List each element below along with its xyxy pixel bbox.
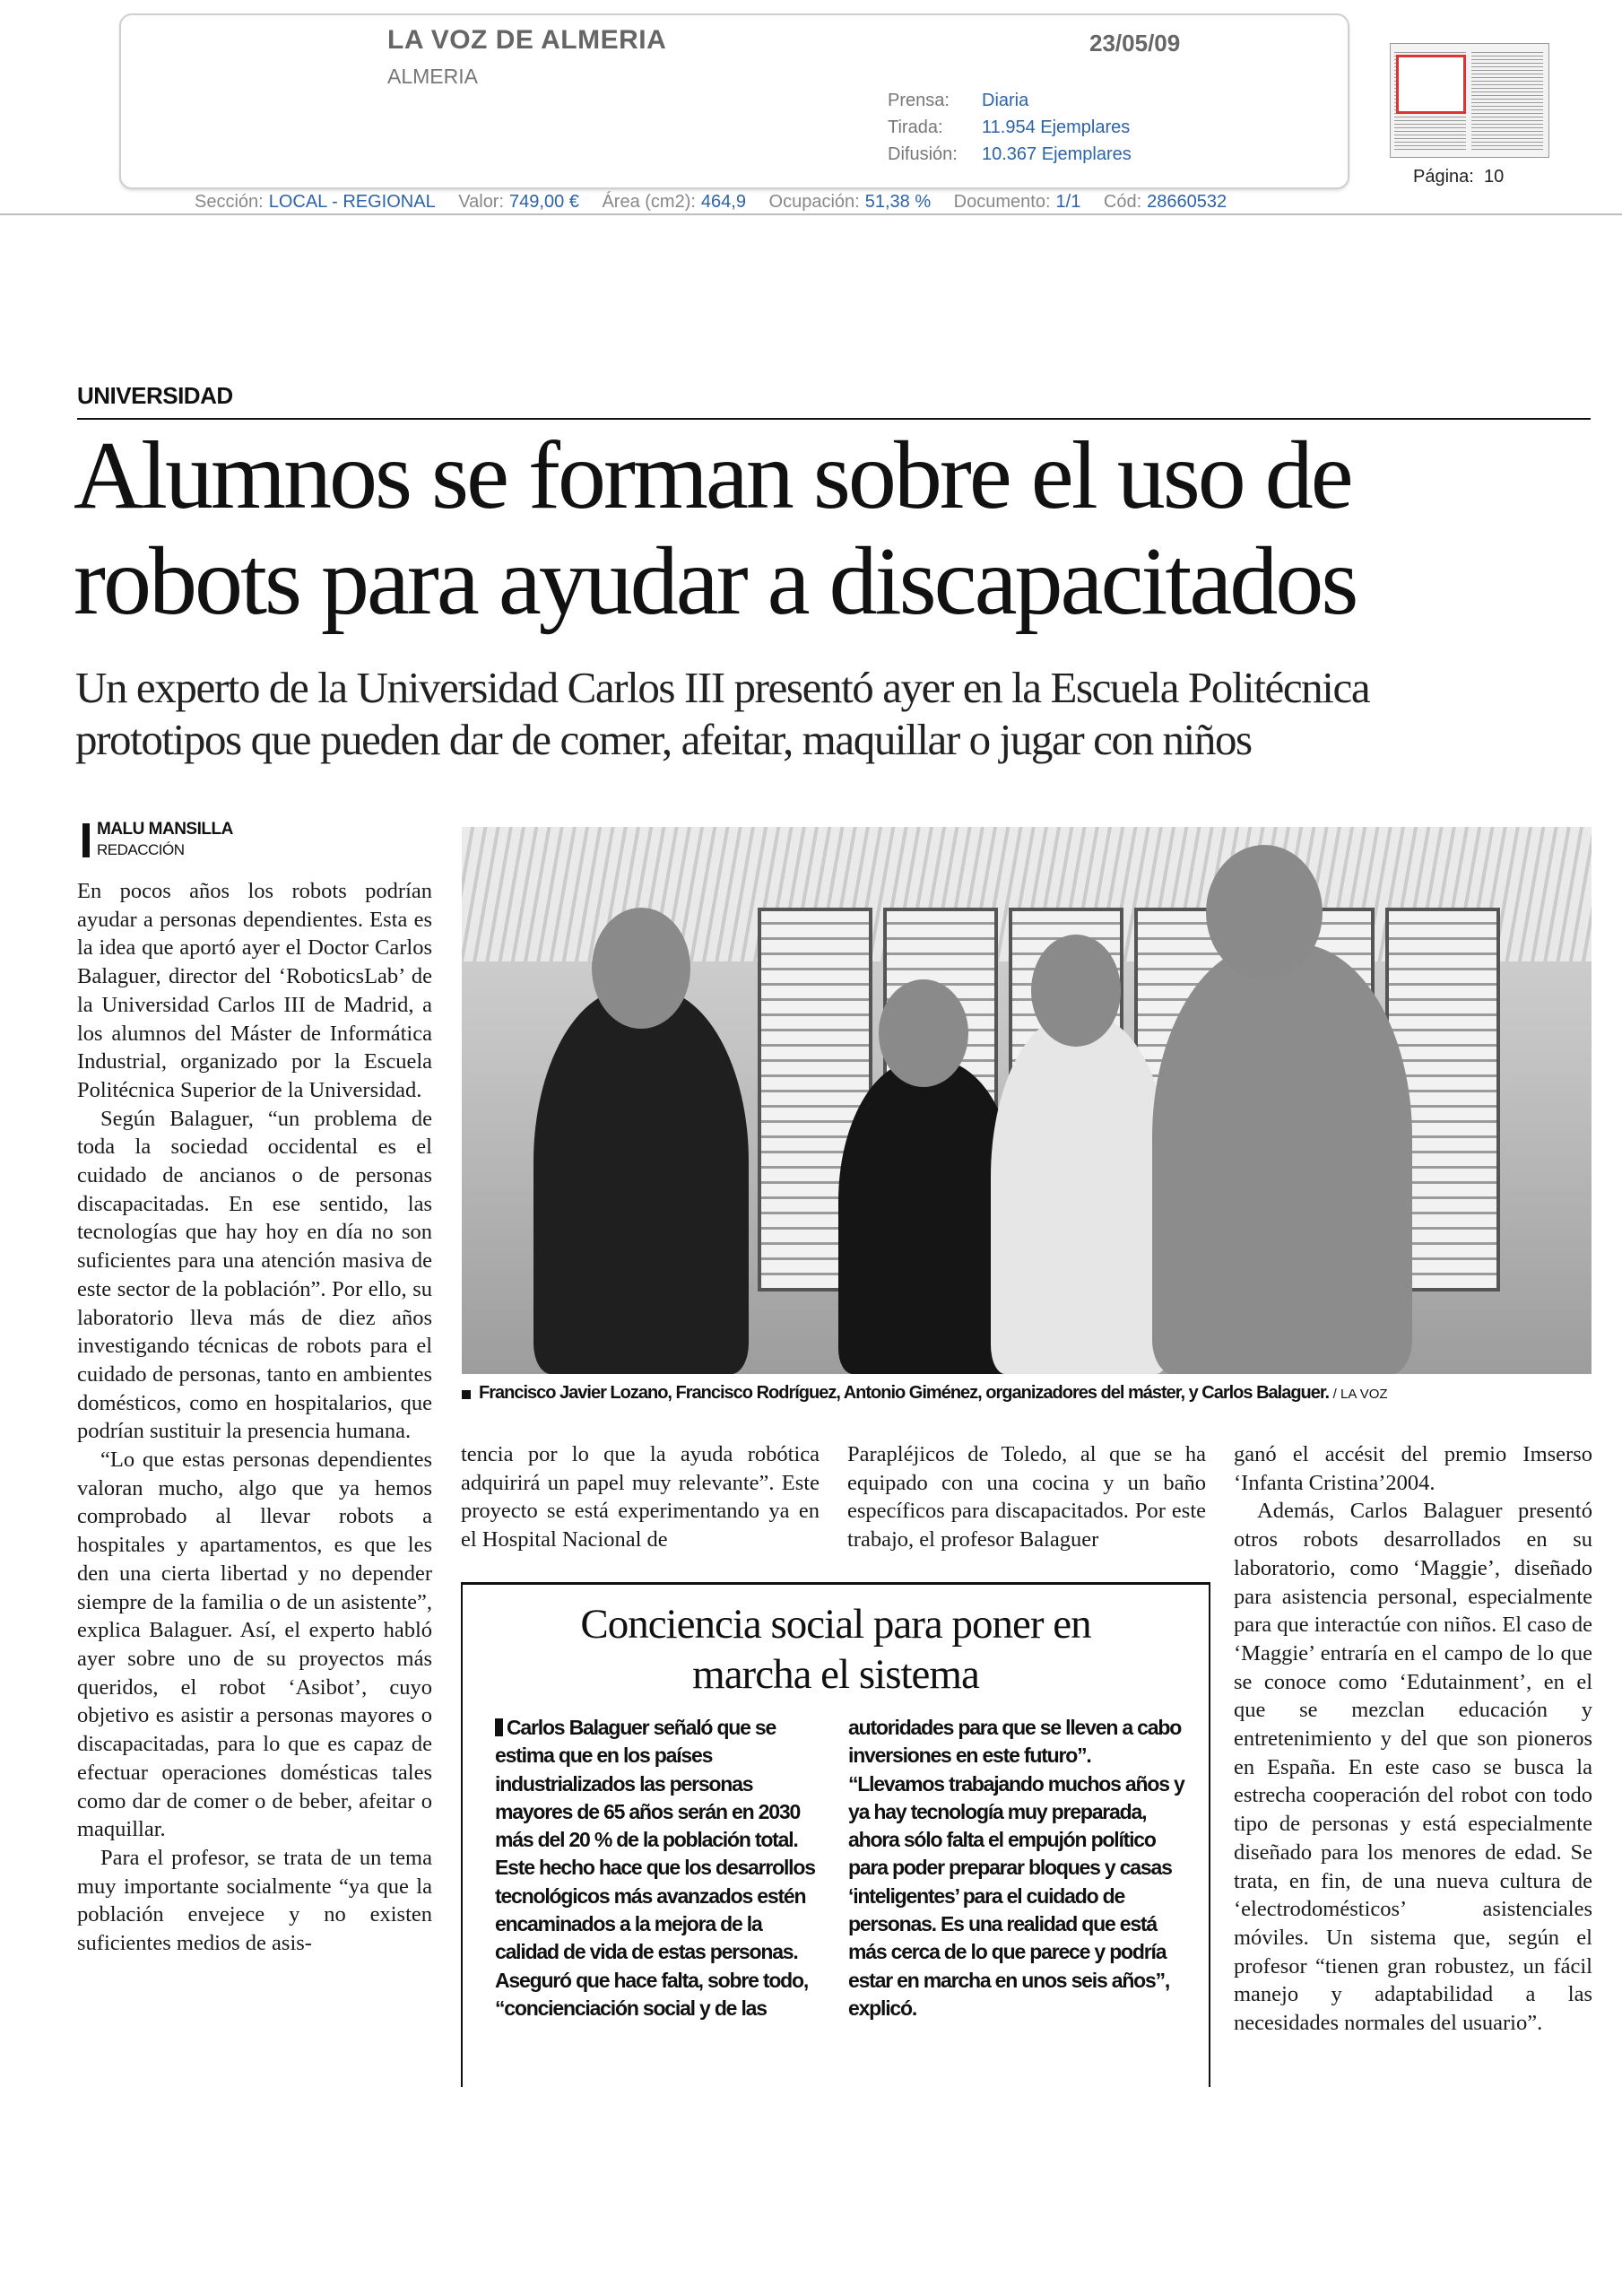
stat-label-difusion: Difusión: (888, 144, 958, 164)
meta-label-cod: Cód: (1103, 192, 1142, 212)
thumbnail-selection-frame (1396, 55, 1466, 114)
paragraph: “Lo que estas personas dependientes valoran mucho, algo que ya hemos comprobado al llevar robots a hospitales y apartamentos, es que les den una cierta libertad y no depender siempre de la familia o de un asistente”, explica Balaguer. Así, el experto habló ayer sobre uno de su proyectos más queridos, el robot ‘Asibot’, cuyo objetivo es asistir a personas mayores o discapacitadas, para lo que es capaz de efectuar operaciones domésticas tales como dar de comer o de beber, afeitar o maquillar. (77, 1448, 432, 1842)
stat-value-prensa: Diaria (982, 91, 1029, 110)
sidebar-column-1 (495, 1714, 827, 2022)
clipping-metadata-row (195, 192, 1245, 213)
sidebar-text-2: autoridades para que se lleven a cabo inversiones en este futuro”. “Llevamos trabajando muchos años y ya hay tecnología muy preparada, ahora sólo falta el empujón político para poder preparar bloques y casas ‘inteligentes’ para el cuidado de personas. Es una realidad que está más cerca de lo que parece y podría estar en marcha en unos seis años”, explicó. (848, 1716, 1184, 2020)
meta-value-area: 464,9 (700, 192, 746, 212)
article-column-4 (1234, 1440, 1592, 2038)
photo-caption-text: Francisco Javier Lozano, Francisco Rodríguez, Antonio Giménez, organizadores del máster, y Carlos Balaguer. (479, 1383, 1330, 1403)
paragraph: Según Balaguer, “un problema de toda la sociedad occidental es el cuidado de ancianos o de personas discapacitadas. En ese sentido, las tecnologías que hay hoy en día no son suficientes para una atención masiva de este sector de la población”. Por ello, su laboratorio lleva más de diez años investigando técnicas de robots para el cuidado de personas, tanto en ambientes domésticos, como en hospitalarios, que podrían sustituir la presencia humana. (77, 1106, 432, 1444)
byline-author: MALU MANSILLA (97, 820, 233, 839)
photo-person-3-head (1031, 935, 1121, 1047)
page-label: Página: (1413, 167, 1474, 187)
paragraph: ganó el accésit del premio Imserso ‘Infanta Cristina’2004. (1234, 1442, 1592, 1495)
newspaper-name: LA VOZ DE ALMERIA (387, 25, 667, 55)
sidebar-title-line-2: marcha el sistema (692, 1651, 979, 1698)
photo-person-4-head (1206, 845, 1323, 979)
stat-value-tirada: 11.954 Ejemplares (982, 117, 1131, 137)
meta-label-seccion: Sección: (195, 192, 264, 212)
meta-value-ocupacion: 51,38 % (864, 192, 932, 212)
photo-credit: / LA VOZ (1332, 1387, 1388, 1402)
meta-value-cod: 28660532 (1147, 192, 1227, 212)
meta-label-documento: Documento: (953, 192, 1051, 212)
publication-date: 23/05/09 (1089, 30, 1181, 57)
stat-label-prensa: Prensa: (888, 91, 950, 110)
page-indicator (1413, 167, 1504, 187)
sidebar-title (463, 1599, 1209, 1700)
photo-person-2-head (879, 979, 968, 1087)
headline-line-1: Alumnos se forman sobre el uso de (74, 422, 1351, 529)
subheadline (75, 662, 1600, 766)
meta-label-ocupacion: Ocupación: (768, 192, 860, 212)
photo-person-1-head (592, 908, 690, 1029)
meta-label-valor: Valor: (458, 192, 505, 212)
newspaper-city: ALMERIA (387, 65, 478, 88)
headline-line-2: robots para ayudar a discapacitados (74, 528, 1357, 635)
paragraph: Parapléjicos de Toledo, al que se ha equipado con una cocina y un baño específicos para discapacitados. Por este trabajo, el profesor Balaguer (847, 1442, 1206, 1552)
sidebar-text-1: Carlos Balaguer señaló que se estima que en los países industrializados las personas mayores de 65 años serán en 2030 más del 20 % de la población total. Este hecho hace que los desarrollos tecnológicos más avanzados estén encaminados a la mejora de la calidad de vida de estas personas. Aseguró que hace falta, sobre todo, “concienciación social y de las (495, 1716, 815, 2020)
headline (74, 423, 1598, 635)
stat-value-difusion: 10.367 Ejemplares (982, 144, 1132, 164)
paragraph: Además, Carlos Balaguer presentó otros robots desarrollados en su laboratorio, como ‘Maggie’, diseñado para asistencia personal, especialmente para que interactúe con niños. El caso de ‘Maggie’ entraría en el campo de lo que se conoce como ‘Edutainment’, en el que se mezclan educación y entretenimiento y del que son pioneros en España. En este caso se busca la estrecha cooperación del robot con todo tipo de personas y está especialmente diseñado para los menores de edad. Se trata, en fin, de una nueva cultura de ‘electrodomésticos’ asistenciales móviles. Un sistema que, según el profesor “tienen gran robustez, un fácil manejo y adaptabilidad a las necesidades normales del usuario”. (1234, 1499, 1593, 2036)
byline-role: REDACCIÓN (97, 841, 185, 858)
page-thumbnail[interactable] (1390, 43, 1549, 158)
photo-person-4 (1152, 944, 1412, 1374)
photo-caption (479, 1383, 1388, 1404)
photo-person-3 (991, 1015, 1170, 1374)
photo-person-1 (533, 988, 749, 1374)
header-divider (0, 213, 1622, 215)
article-column-2 (461, 1440, 820, 1554)
article-photo (462, 827, 1592, 1374)
article-column-1 (77, 877, 432, 1958)
section-label: UNIVERSIDAD (77, 382, 233, 409)
article-column-3 (847, 1440, 1206, 1554)
meta-value-seccion: LOCAL - REGIONAL (268, 192, 436, 212)
meta-value-documento: 1/1 (1055, 192, 1081, 212)
meta-value-valor: 749,00 € (509, 192, 579, 212)
meta-label-area: Área (cm2): (602, 192, 696, 212)
thumbnail-page-right (1471, 49, 1543, 150)
section-rule (77, 418, 1591, 420)
sidebar-column-2 (848, 1714, 1185, 2022)
subheadline-line-2: prototipos que pueden dar de comer, afeitar, maquillar o jugar con niños (75, 715, 1252, 764)
paragraph: En pocos años los robots podrían ayudar a personas dependientes. Esta es la idea que aportó ayer el Doctor Carlos Balaguer, director del ‘RoboticsLab’ de la Universidad Carlos III de Madrid, a los alumnos del Máster de Informática Industrial, organizado por la Escuela Politécnica Superior de la Universidad. (77, 879, 432, 1102)
caption-marker (462, 1390, 471, 1399)
sidebar-box (461, 1582, 1210, 2087)
stat-label-tirada: Tirada: (888, 117, 943, 137)
sidebar-title-line-1: Conciencia social para poner en (580, 1601, 1091, 1648)
paragraph: tencia por lo que la ayuda robótica adquirirá un papel muy relevante”. Este proyecto se está experimentando ya en el Hospital Nacional de (461, 1442, 820, 1552)
page-number: 10 (1483, 167, 1505, 187)
paragraph: Para el profesor, se trata de un tema muy importante socialmente “ya que la población envejece y no existen suficientes medios de asis- (77, 1845, 432, 1956)
sidebar-marker (495, 1718, 503, 1736)
subheadline-line-1: Un experto de la Universidad Carlos III presentó ayer en la Escuela Politécnica (75, 663, 1370, 712)
byline-marker (82, 823, 90, 857)
